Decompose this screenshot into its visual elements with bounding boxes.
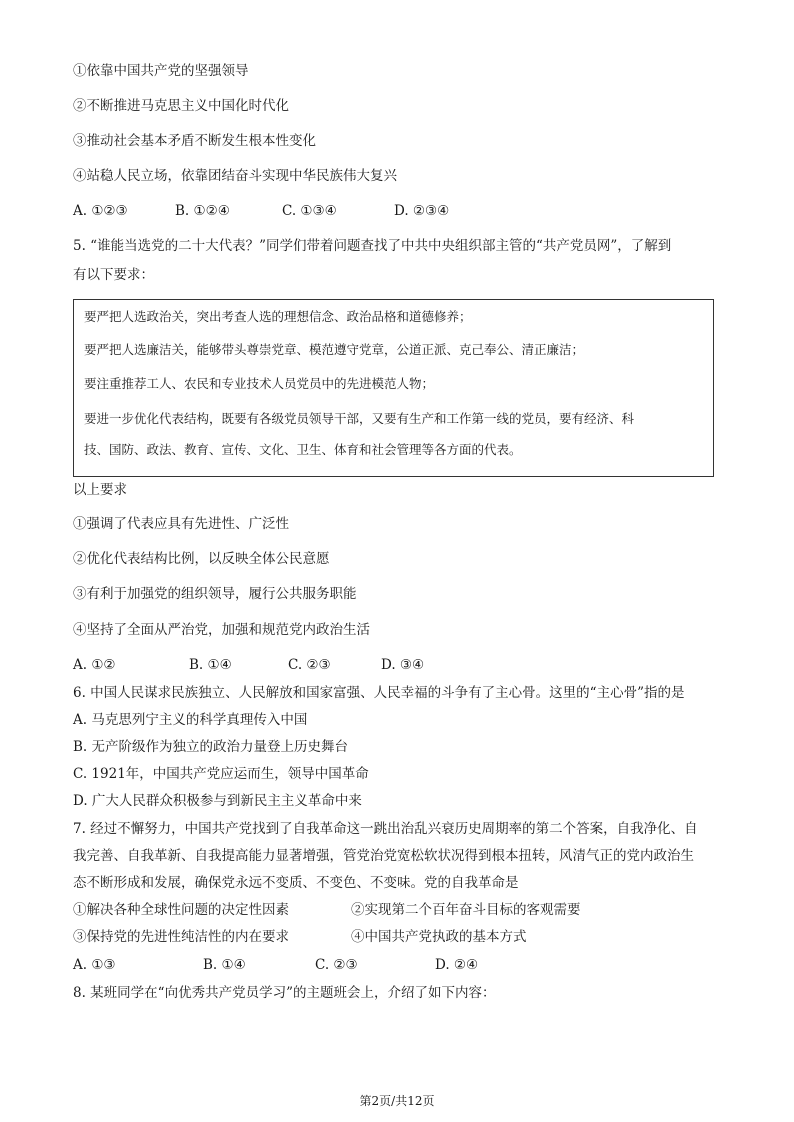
q6-choice-c: C. 1921年，中国共产党应运而生，领导中国革命 [73,766,369,782]
q4-option-d: D. ②③④ [394,203,450,219]
q6-choice-b: B. 无产阶级作为独立的政治力量登上历史舞台 [73,739,349,755]
q7-statement-1: ①解决各种全球性问题的决定性因素 [73,902,289,918]
q7-statement-3: ③保持党的先进性纯洁性的内在要求 [73,929,289,945]
q7-statement-4: ④中国共产党执政的基本方式 [351,929,527,945]
q7-option-b: B. ①④ [203,957,246,973]
q4-statement-2: ②不断推进马克思主义中国化时代化 [73,98,289,114]
q4-statement-1: ①依靠中国共产党的坚强领导 [73,63,249,79]
q4-statement-3: ③推动社会基本矛盾不断发生根本性变化 [73,133,316,149]
q7-statement-2: ②实现第二个百年奋斗目标的客观需要 [351,902,581,918]
page-number-footer: 第2页/共12页 [359,1094,435,1108]
q5-material-line-1: 要严把人选政治关，突出考查人选的理想信念、政治品格和道德修养； [84,309,472,324]
q7-option-d: D. ②④ [435,957,479,973]
q5-option-c: C. ②③ [288,657,331,673]
q8-stem: 8. 某班同学在“向优秀共产党员学习”的主题班会上，介绍了如下内容： [73,985,496,1001]
q4-statement-4: ④站稳人民立场，依靠团结奋斗实现中华民族伟大复兴 [73,168,397,184]
q5-material-line-2: 要严把人选廉洁关，能够带头尊崇党章、模范遵守党章，公道正派、克己奉公、清正廉洁； [84,342,585,357]
q5-stem-line-1: 5. “谁能当选党的二十大代表？”同学们带着问题查找了中共中央组织部主管的“共产党员网”，了解到 [73,238,672,254]
q6-stem: 6. 中国人民谋求民族独立、人民解放和国家富强、人民幸福的斗争有了主心骨。这里的“主心骨”指的是 [73,685,685,701]
q5-stem-line-2: 有以下要求： [73,267,154,283]
q6-choice-d: D. 广大人民群众积极参与到新民主主义革命中来 [73,793,362,809]
q4-option-b: B. ①②④ [175,203,230,219]
q7-stem-line-3: 态不断形成和发展，确保党永远不变质、不变色、不变味。党的自我革命是 [73,875,519,891]
q7-option-a: A. ①③ [73,957,116,973]
q5-option-a: A. ①② [73,657,116,673]
q5-statement-2: ②优化代表结构比例，以反映全体公民意愿 [73,551,330,567]
q5-material-line-3: 要注重推荐工人、农民和专业技术人员党员中的先进模范人物； [84,376,435,391]
q7-option-c: C. ②③ [315,957,358,973]
q5-option-b: B. ①④ [189,657,232,673]
q5-material-box [73,299,714,477]
q5-statement-3: ③有利于加强党的组织领导，履行公共服务职能 [73,586,357,602]
q5-lead: 以上要求 [73,482,127,498]
q5-statement-4: ④坚持了全面从严治党，加强和规范党内政治生活 [73,622,370,638]
q4-option-c: C. ①③④ [282,203,337,219]
q5-material-line-5: 技、国防、政法、教育、宣传、文化、卫生、体育和社会管理等各方面的代表。 [84,442,522,457]
q6-choice-a: A. 马克思列宁主义的科学真理传入中国 [73,712,308,728]
q5-option-d: D. ③④ [381,657,425,673]
q7-stem-line-2: 我完善、自我革新、自我提高能力显著增强，管党治党宽松软状况得到根本扭转，风清气正的党内政治生 [73,848,694,864]
q5-material-line-4: 要进一步优化代表结构，既要有各级党员领导干部，又要有生产和工作第一线的党员，要有经济、科 [84,411,635,426]
q4-option-a: A. ①②③ [73,203,128,219]
q5-statement-1: ①强调了代表应具有先进性、广泛性 [73,516,289,532]
q7-stem-line-1: 7. 经过不懈努力，中国共产党找到了自我革命这一跳出治乱兴衰历史周期率的第二个答案，自我净化、自 [73,821,698,837]
